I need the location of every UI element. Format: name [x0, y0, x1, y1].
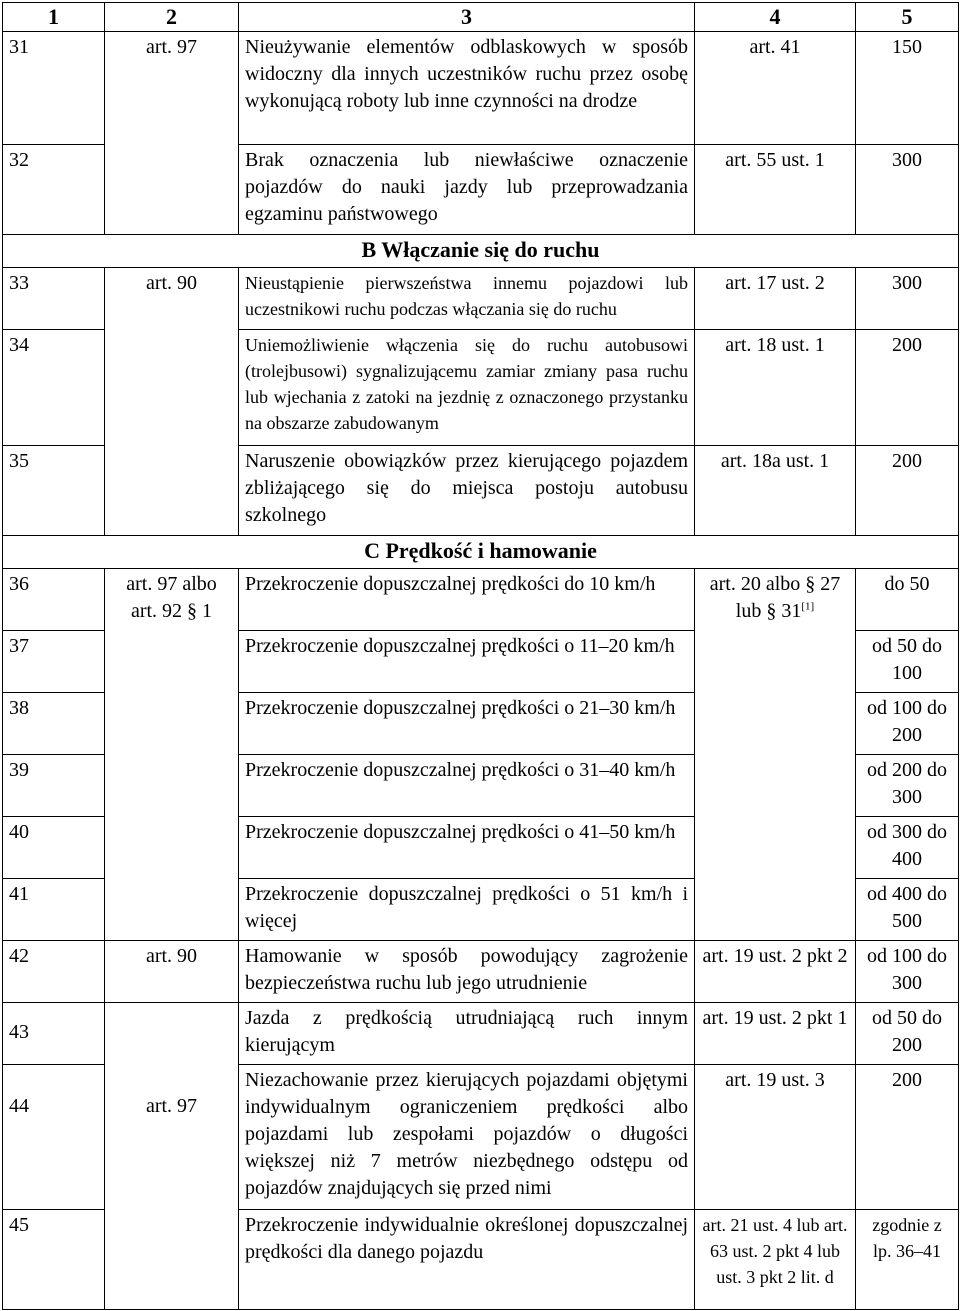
header-col-4: 4: [695, 3, 856, 32]
row-fine: od 200 do 300: [856, 755, 959, 817]
row-reference: [695, 631, 856, 693]
row-reference: art. 41: [695, 32, 856, 145]
row-description: Naruszenie obowiązków przez kierującego pojazdem zbliżającego się do miejsca postoju autobusu szkolnego: [239, 446, 695, 536]
row-number: 43: [3, 1003, 105, 1065]
row-fine: 300: [856, 145, 959, 235]
row-article: [105, 755, 239, 817]
table-row: [3, 32, 959, 145]
row-description: Przekroczenie dopuszczalnej prędkości o 31–40 km/h: [239, 755, 695, 817]
row-reference: [695, 879, 856, 941]
row-number: 36: [3, 569, 105, 631]
row-fine: 200: [856, 446, 959, 536]
table-row: [3, 693, 959, 755]
row-article: art. 97: [105, 32, 239, 145]
table-row: [3, 446, 959, 536]
table-row: [3, 268, 959, 330]
table-row: [3, 1210, 959, 1310]
row-description: Nieużywanie elementów odblaskowych w sposób widoczny dla innych uczestników ruchu przez osobę wykonującą roboty lub inne czynności na drodze: [239, 32, 695, 145]
table-row: [3, 569, 959, 631]
row-fine: 200: [856, 1065, 959, 1210]
section-row: [3, 235, 959, 268]
row-reference: art. 17 ust. 2: [695, 268, 856, 330]
row-article: art. 97 albo art. 92 § 1: [105, 569, 239, 631]
row-fine: od 50 do 100: [856, 631, 959, 693]
row-reference-text: art. 20 albo § 27 lub § 31: [709, 573, 841, 622]
row-number: 39: [3, 755, 105, 817]
row-fine: od 400 do 500: [856, 879, 959, 941]
row-article: [105, 817, 239, 879]
section-heading: B Włączanie się do ruchu: [3, 235, 959, 268]
row-article: art. 90: [105, 941, 239, 1003]
row-number: 38: [3, 693, 105, 755]
row-fine: od 100 do 200: [856, 693, 959, 755]
header-col-5: 5: [856, 3, 959, 32]
row-description: Przekroczenie dopuszczalnej prędkości o 11–20 km/h: [239, 631, 695, 693]
row-description: Niezachowanie przez kierujących pojazdami objętymi indywidualnym ograniczeniem prędkości albo pojazdami lub zespołami pojazdów o długości większej niż 7 metrów niezbędnego odstępu od pojazdów znajdujących się przed nimi: [239, 1065, 695, 1210]
row-reference: [695, 569, 856, 631]
footnote-marker: [1]: [801, 600, 815, 613]
table-row: [3, 1065, 959, 1210]
row-number: 41: [3, 879, 105, 941]
header-col-1: 1: [3, 3, 105, 32]
row-description: Przekroczenie dopuszczalnej prędkości o 41–50 km/h: [239, 817, 695, 879]
row-fine: 150: [856, 32, 959, 145]
row-number: 32: [3, 145, 105, 235]
row-reference: art. 18 ust. 1: [695, 330, 856, 446]
row-description: Przekroczenie dopuszczalnej prędkości o 21–30 km/h: [239, 693, 695, 755]
table-row: [3, 145, 959, 235]
row-description: Przekroczenie indywidualnie określonej dopuszczalnej prędkości dla danego pojazdu: [239, 1210, 695, 1310]
row-description: Jazda z prędkością utrudniającą ruch innym kierującym: [239, 1003, 695, 1065]
row-article: [105, 145, 239, 235]
row-reference: art. 55 ust. 1: [695, 145, 856, 235]
row-reference: art. 19 ust. 2 pkt 2: [695, 941, 856, 1003]
row-number: 45: [3, 1210, 105, 1310]
section-row: [3, 536, 959, 569]
row-reference: art. 19 ust. 2 pkt 1: [695, 1003, 856, 1065]
row-article: [105, 631, 239, 693]
row-number: 35: [3, 446, 105, 536]
row-reference: [695, 693, 856, 755]
row-fine: 200: [856, 330, 959, 446]
row-reference: [695, 817, 856, 879]
row-article: [105, 1003, 239, 1065]
row-reference: art. 19 ust. 3: [695, 1065, 856, 1210]
row-number: 42: [3, 941, 105, 1003]
row-article: [105, 1210, 239, 1310]
row-number: 34: [3, 330, 105, 446]
row-article: art. 90: [105, 268, 239, 330]
fines-table: [2, 2, 959, 1310]
row-reference: art. 18a ust. 1: [695, 446, 856, 536]
table-row: [3, 941, 959, 1003]
row-fine: 300: [856, 268, 959, 330]
table-row: [3, 330, 959, 446]
row-description: Przekroczenie dopuszczalnej prędkości o 51 km/h i więcej: [239, 879, 695, 941]
table-row: [3, 631, 959, 693]
row-fine: od 50 do 200: [856, 1003, 959, 1065]
row-fine: do 50: [856, 569, 959, 631]
table-row: [3, 817, 959, 879]
row-description: Nieustąpienie pierwszeństwa innemu pojazdowi lub uczestnikowi ruchu podczas włączania się do ruchu: [239, 268, 695, 330]
row-number: 37: [3, 631, 105, 693]
header-row: [3, 3, 959, 32]
row-fine: od 300 do 400: [856, 817, 959, 879]
row-article: [105, 879, 239, 941]
table-row: [3, 755, 959, 817]
header-col-2: 2: [105, 3, 239, 32]
table-row: [3, 879, 959, 941]
row-number: 44: [3, 1065, 105, 1210]
row-description: Uniemożliwienie włączenia się do ruchu autobusowi (trolejbusowi) sygnalizującemu zamiar zmiany pasa ruchu lub wjechania z zatoki na jezdnię z oznaczonego przystanku na obszarze zabudowanym: [239, 330, 695, 446]
row-reference: [695, 755, 856, 817]
row-article: [105, 693, 239, 755]
section-heading: C Prędkość i hamowanie: [3, 536, 959, 569]
row-reference: art. 21 ust. 4 lub art. 63 ust. 2 pkt 4 lub ust. 3 pkt 2 lit. d: [695, 1210, 856, 1310]
row-article: art. 97: [105, 1065, 239, 1210]
row-number: 40: [3, 817, 105, 879]
row-article: [105, 446, 239, 536]
row-article: [105, 330, 239, 446]
row-fine: zgodnie z lp. 36–41: [856, 1210, 959, 1310]
header-col-3: 3: [239, 3, 695, 32]
row-number: 33: [3, 268, 105, 330]
row-number: 31: [3, 32, 105, 145]
table-row: [3, 1003, 959, 1065]
row-fine: od 100 do 300: [856, 941, 959, 1003]
row-description: Przekroczenie dopuszczalnej prędkości do 10 km/h: [239, 569, 695, 631]
row-description: Brak oznaczenia lub niewłaściwe oznaczenie pojazdów do nauki jazdy lub przeprowadzania egzaminu państwowego: [239, 145, 695, 235]
row-description: Hamowanie w sposób powodujący zagrożenie bezpieczeństwa ruchu lub jego utrudnienie: [239, 941, 695, 1003]
